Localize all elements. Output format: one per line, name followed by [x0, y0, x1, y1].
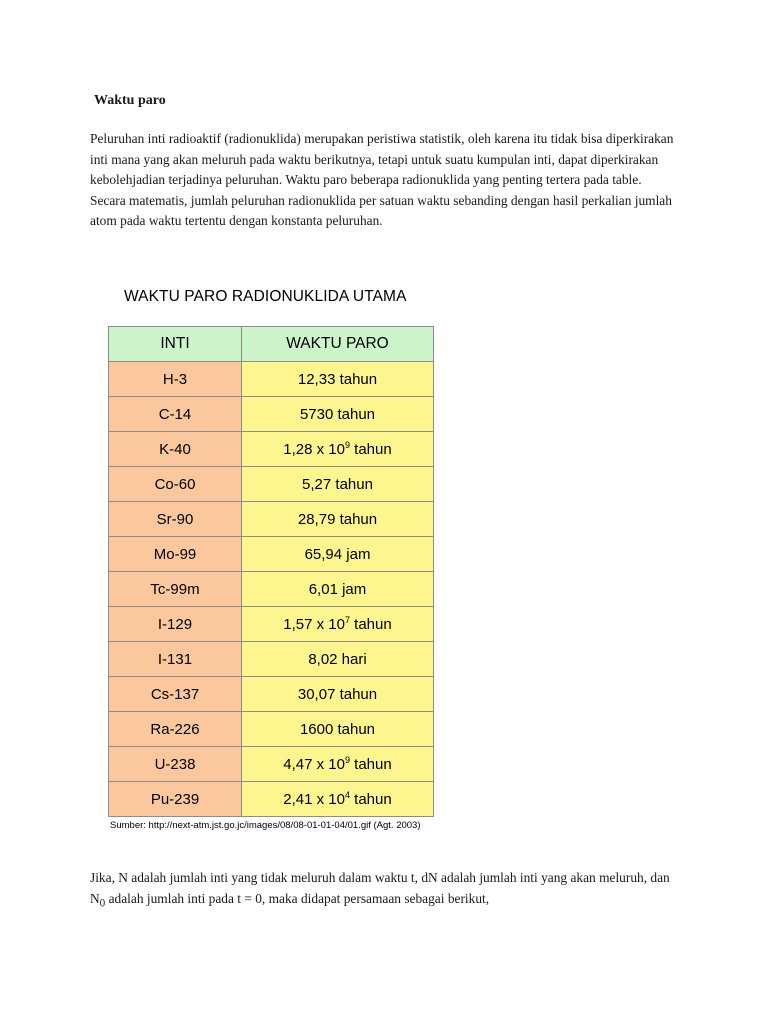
half-life-cell	[242, 607, 434, 642]
table-title: WAKTU PARO RADIONUKLIDA UTAMA	[124, 288, 407, 305]
table-source-note: Sumber: http://next-atm.jst.go.jc/images/08/08-01-01-04/01.gif (Agt. 2003)	[110, 820, 421, 831]
half-life-value: 65,94 jam	[304, 545, 371, 563]
half-life-value: 12,33 tahun	[297, 370, 378, 388]
table-row	[109, 712, 434, 747]
nuclide-cell: I-129	[109, 607, 242, 642]
exponent: 9	[344, 755, 350, 765]
half-life-unit: tahun	[350, 616, 392, 633]
nuclide-cell: K-40	[109, 432, 242, 467]
table-row	[109, 432, 434, 467]
table-row	[109, 642, 434, 677]
half-life-cell	[242, 362, 434, 397]
half-life-value: 28,79 tahun	[297, 510, 378, 528]
exponent: 9	[344, 440, 350, 450]
table-row	[109, 537, 434, 572]
paragraph-text-continued: adalah jumlah inti pada t = 0, maka didapat persamaan sebagai berikut,	[105, 890, 490, 906]
paragraph-text: Jika, N adalah jumlah inti yang tidak meluruh dalam waktu t, dN adalah jumlah inti yang akan meluruh, dan N	[90, 870, 670, 906]
table-row	[109, 502, 434, 537]
table-row	[109, 572, 434, 607]
half-life-table	[108, 326, 434, 817]
nuclide-cell: Tc-99m	[109, 572, 242, 607]
subscript-zero: 0	[99, 897, 106, 910]
table-row	[109, 782, 434, 817]
half-life-unit: tahun	[350, 756, 392, 773]
half-life-cell	[242, 782, 434, 817]
half-life-value: 6,01 jam	[308, 580, 367, 598]
nuclide-cell: Mo-99	[109, 537, 242, 572]
section-heading: Waktu paro	[94, 93, 166, 108]
half-life-value: 30,07 tahun	[297, 685, 378, 703]
equation-intro-paragraph	[90, 868, 680, 914]
header-inti: INTI	[109, 327, 242, 362]
half-life-unit: tahun	[350, 441, 392, 458]
half-life-cell	[242, 677, 434, 712]
nuclide-cell: Sr-90	[109, 502, 242, 537]
table-row	[109, 467, 434, 502]
nuclide-cell: H-3	[109, 362, 242, 397]
table-row	[109, 607, 434, 642]
nuclide-cell: Ra-226	[109, 712, 242, 747]
half-life-cell	[242, 572, 434, 607]
table-row	[109, 397, 434, 432]
half-life-cell	[242, 502, 434, 537]
table-row	[109, 677, 434, 712]
half-life-cell	[242, 642, 434, 677]
half-life-value: 8,02 hari	[308, 650, 367, 668]
half-life-value: 1,57 x 10	[283, 616, 345, 633]
nuclide-cell: Cs-137	[109, 677, 242, 712]
half-life-value: 5730 tahun	[299, 405, 376, 423]
table-header-row	[109, 327, 434, 362]
half-life-cell	[242, 712, 434, 747]
nuclide-cell: I-131	[109, 642, 242, 677]
half-life-value: 5,27 tahun	[302, 475, 373, 493]
nuclide-cell: C-14	[109, 397, 242, 432]
nuclide-cell: Co-60	[109, 467, 242, 502]
intro-paragraph: Peluruhan inti radioaktif (radionuklida) merupakan peristiwa statistik, oleh karena itu tidak bisa diperkirakan inti mana yang akan meluruh pada waktu berikutnya, tetapi untuk suatu kumpulan inti, dapat diperkirakan kebolehjadian terjadinya peluruhan. Waktu paro beberapa radionuklida yang penting tertera pada table. Secara matematis, jumlah peluruhan radionuklida per satuan waktu sebanding dengan hasil perkalian jumlah atom pada waktu tertentu dengan konstanta peluruhan.	[90, 131, 674, 229]
table-body	[109, 362, 434, 817]
half-life-cell	[242, 397, 434, 432]
header-waktu-paro: WAKTU PARO	[242, 327, 434, 362]
half-life-value: 2,41 x 10	[283, 791, 345, 808]
half-life-cell	[242, 747, 434, 782]
exponent: 4	[344, 790, 350, 800]
half-life-value: 1,28 x 10	[283, 441, 345, 458]
table-row	[109, 362, 434, 397]
half-life-unit: tahun	[350, 791, 392, 808]
half-life-value: 4,47 x 10	[283, 756, 345, 773]
half-life-value: 1600 tahun	[299, 720, 376, 738]
exponent: 7	[344, 615, 350, 625]
table-row	[109, 747, 434, 782]
nuclide-cell: Pu-239	[109, 782, 242, 817]
half-life-cell	[242, 432, 434, 467]
half-life-cell	[242, 467, 434, 502]
half-life-cell	[242, 537, 434, 572]
nuclide-cell: U-238	[109, 747, 242, 782]
